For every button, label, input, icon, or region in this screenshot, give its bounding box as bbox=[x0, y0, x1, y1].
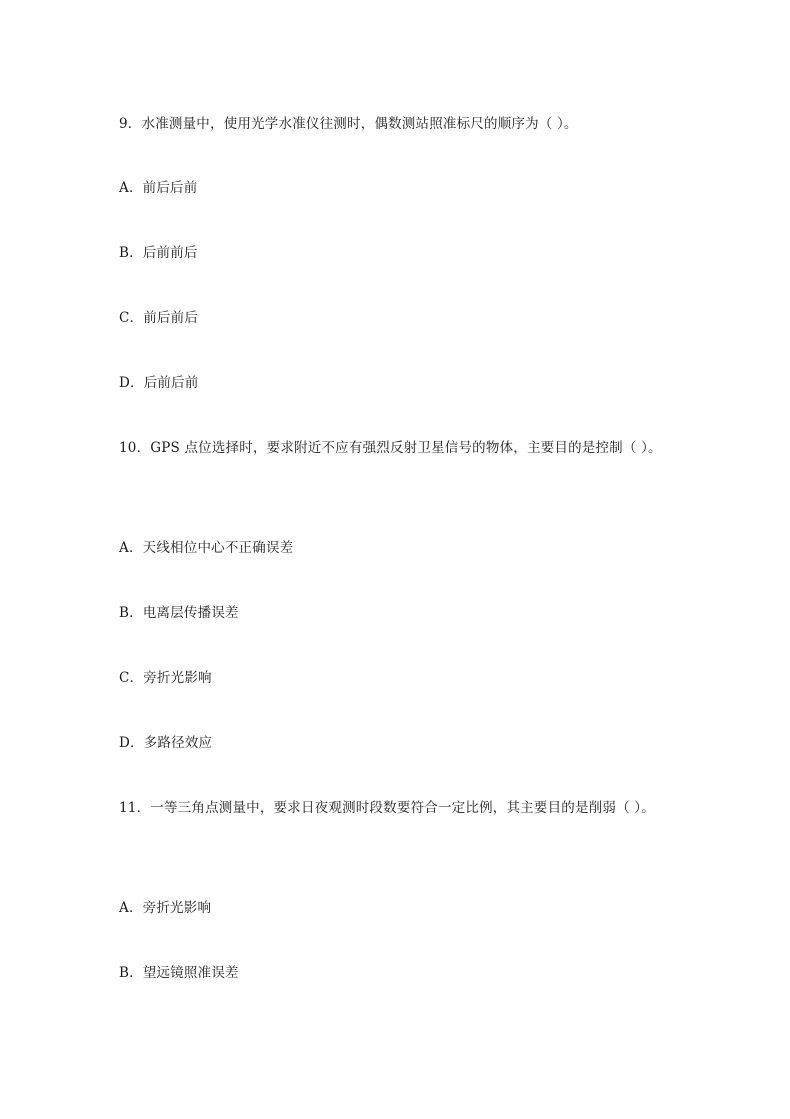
question-9-stem: 9．水准测量中，使用光学水准仪往测时，偶数测站照准标尺的顺序为（ ）。 bbox=[119, 116, 578, 132]
question-9-option-c: C．前后前后 bbox=[119, 310, 199, 326]
question-10-option-b: B．电离层传播误差 bbox=[119, 605, 239, 621]
question-10-option-d: D．多路径效应 bbox=[119, 735, 213, 751]
question-10-stem: 10．GPS 点位选择时，要求附近不应有强烈反射卫星信号的物体，主要目的是控制（ ）。 bbox=[119, 440, 662, 456]
question-9-option-d: D．后前后前 bbox=[119, 375, 199, 391]
question-10-option-a: A．天线相位中心不正确误差 bbox=[119, 540, 294, 556]
question-10-option-c: C．旁折光影响 bbox=[119, 670, 212, 686]
question-9-option-a: A．前后后前 bbox=[119, 180, 198, 196]
question-11-option-a: A．旁折光影响 bbox=[119, 900, 212, 916]
question-11-option-b: B．望远镜照准误差 bbox=[119, 965, 239, 981]
question-9-option-b: B．后前前后 bbox=[119, 245, 198, 261]
question-11-stem: 11．一等三角点测量中，要求日夜观测时段数要符合一定比例，其主要目的是削弱（ ）。 bbox=[119, 800, 655, 816]
